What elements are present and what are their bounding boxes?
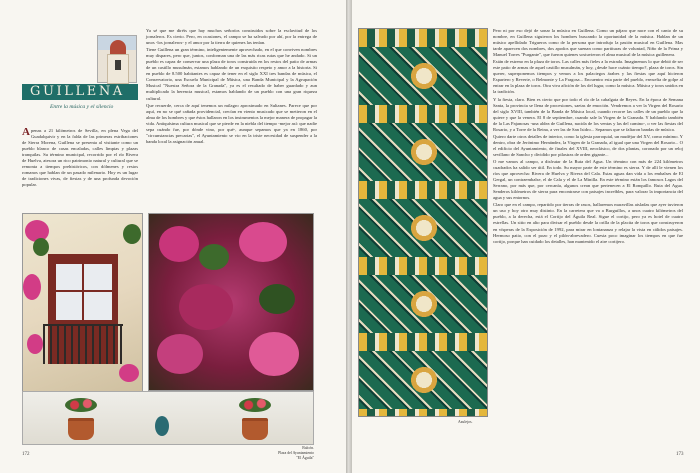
paragraph: Están de estreno en la plaza de toros. Las calles más fieles a la estrada. Imaginemos lo que debió de ser este patio de armas de aquel castillo musulmán, y hoy, ¿desde hace cuánto tiempo?, plaza de toros. Sin querer, superponemos tiempos y vemos a los palaciegos árabes y las fiestas que aquí hicieron Espartero y Reverte, o Belmonte y La Fragosa... Encuentro esta parte del pueblo, envuelta de golpe al entrar en la plaza de toros. Otra viva afición de los del lugar, como la música. Música y toros unidos en la tradición. <box>493 59 683 95</box>
paragraph: Tiene Guillena un gran término, inteligentemente aprovechado, en el que conviven nombres muy dispares, pero que, juntos, conforman una de las más ricas rutas que he andado. Si un pueblo es capaz de conservar una plaza de toros construida en los restos del patio de armas de un castillo musulmán, estamos hablando de un exquisito respeto y amor a la historia. Si en pueblo de 8.500 habitantes es capaz de tener en el siglo XXI tres bandas de música, el Conservatorio, una Escuela Municipal de Música, una Banda Municipal y la Agrupación Musical "Nuestra Señora de la Granada", ya es el resultado de haber guardado y aun multiplicado la herencia musical, estamos hablando de un pueblo con una gran riqueza cultural. <box>146 47 317 101</box>
photo-caption: Balcón. Plaza del Ayuntamiento "El Águila" <box>278 446 314 460</box>
flower-pots-photo <box>22 391 314 445</box>
paragraph: Quiero darte otros detalles de interior, como la iglesia parroquial, un mudéjar del XV, como mínimo. Y dentro, obra de Jerónimo Hernández, la Virgen de la Granada, al igual que una Virgen del Rosario... O el edificio del Ayuntamiento, de finales del XVIII, neoclásico, de dos plantas, coronado por un reloj sevillano de Sancho y dividido por pilastras de orden gigante... <box>493 133 683 157</box>
text-column-left <box>146 28 317 146</box>
drop-cap: A <box>22 126 30 138</box>
church-tower-photo <box>97 35 137 83</box>
paragraph: Pero ni por eso dejó de sonar la música en Guillena. Como un pájaro que nace con el canto de su nombre, en Guillena siguieron los hombres buscando la oportunidad de la música. Hablan de un músico apellidado Trigueros como de la persona que introdujo la pasión musical en Guillena. Mas tarde aparecen dos nombres, dos apodos que suenan como partituras de voluntad, Niño de la Prima y Manuel Torres "Purgante", que fueron quienes sostuvieron el alma musical de la música guillenera. <box>493 28 683 58</box>
balcony-window-photo <box>22 213 143 392</box>
section-title: GUILLENA <box>30 84 125 99</box>
paragraph: Y la fiesta, claro. Bien es cierto que por todo el río de la cabalgata de Reyes. En la época de Semana Santa, la provincia se llena de procesiones, saetas de emoción. Vendremos a ver la Virgen del Rosario del siglo XVIII, también de la Banda de Música local, cuando recorre las calles de un pueblo que la quiere y que la venera. El 8 de septiembre, cuando sale la Virgen de la Granada. Y hablando también de la Las Pajanosas -una aldea de Guillena, nacida de los ventas y las del camino-, o ver las fiestas del Rosario, y a Torre de la Reina, a ver las de San Isidro... Sepamos que se faltaron bandas de música. <box>493 96 683 132</box>
paragraph: Que recuerde, cerca de aquí tenemos un milagro aproximado en Sultanes. Parece que por aquí, en no se qué cañada providencial, crecían en viento musicado que se metieron en el alma de los hombres y que éstos hallaron en los instrumentos la mejor manera de propagar la vida. Antiquísima cultura musical que se pierde en la niebla del tiempo -mejor así: que nadie sepa cuándo fue, por dónde vino, por qué-, aunque sepamos que ya en 1860, por "circunstancias precarias", el Ayuntamiento se vio en la triste necesidad de suspender a la banda local la asignación anual. <box>146 102 317 144</box>
paragraph: Ya sé que me diréis que hay muchos señoríos construidos sobre la esclavitud de los jornaleros. Es cierto. Pero, en ocasiones, el campo se ha salvado por ahí, por la entrega de unos -los jornaleros- y el amor por la tierra de quienes las tenían. <box>146 28 317 46</box>
section-subtitle: Entre la música y el silencio <box>50 104 114 110</box>
bougainvillea-photo <box>148 213 314 391</box>
text-column-right <box>493 28 683 246</box>
photo-caption: Azulejos. <box>458 420 473 424</box>
paragraph: Claro que en el campo, repartido por tierras de rasos, hallaremos maravillas aisladas que ayer tuvieron un uso y hoy otro muy distinto. En la carretera que va a Burguillos, a unos cuatro kilómetros del pueblo, a la derecha, está el Cortijo del Águila Real. Sigue el cortijo, pero ya es hotel de cuatro estrellas. Un sitio en alto para divisar el pueblo desde la orilla de la placita de toros que construyeron en vísperas de la Exposición de 1992, para mirar en lontananza y relajar la vista en cálidos paisajes. Hermoso patio, con el pozo y el pilón-abrevadero. Cuesta poco imaginar los tiempos en que fue cortijo, porque han cuidado los detalles, han mantenido el aire cortijero. <box>493 202 683 244</box>
azulejos-photo <box>358 28 488 417</box>
page-number: 173 <box>676 452 684 457</box>
paragraph: O me vamos al campo, a disfrutar de la Ruta del Agua. Un término con más de 224 kilómetros cuadrados ha salido ser útil. En todo. Su mayor parte de este término es sierra. Y de allí le vienen los ríos que aprovecha: Rivera de Huelva y Rivera del Cala. Estas aguas dan vida a los embalses de El Gergal, un contraembalse, el de Cala y el de La Minilla. En este término están los famosos Lagos del Serrano, por más que, por cercanía, algunos crean que pertenecen a El Ronquillo. Ruta del Agua. Senderos kilómetros de sierra para encontrarse con paisajes increíbles, para valorar la importancia del agua y sus entornos. <box>493 158 683 201</box>
intro-column <box>22 128 138 188</box>
left-page <box>0 0 346 473</box>
page-number: 172 <box>22 452 30 457</box>
intro-paragraph: penas a 21 kilómetros de Sevilla, en plena Vega del Guadalquivir y en la falda de las primeras estribaciones de Sierra Morena, Guillena se presenta al visitante como un pueblo blanco de casas encaladas, calles limpias y plazas tranquilas. Su término municipal, recorrido por el río Rivera de Huelva, atesora un rico patrimonio natural y cultural que se remonta a tiempos prehistóricos, con dólmenes y restos romanos que hablan de un pasado milenario. Hoy es un lugar de tradiciones vivas, de fiestas y de una profunda devoción popular. <box>22 128 138 188</box>
